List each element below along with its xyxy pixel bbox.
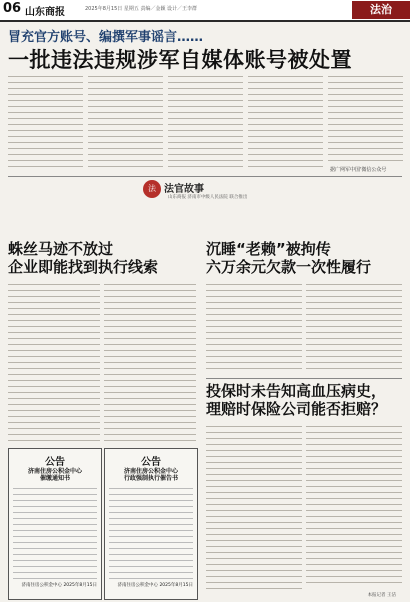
top-body-col-4 <box>248 74 323 172</box>
right-body-col-2 <box>306 424 402 584</box>
notice-2 <box>104 448 198 600</box>
top-body-col-3 <box>168 74 243 172</box>
issue-meta: 2025年8月15日 星期五 责编／金颖 设计／王李群 <box>85 6 198 12</box>
left-headline-1: 蛛丝马迹不放过 <box>8 240 114 258</box>
notice-1-date: 济南住房公积金中心 2025年8月15日 <box>21 583 97 588</box>
notice-2-body <box>109 486 193 582</box>
left-headline-2: 企业即能找到执行线索 <box>8 258 159 276</box>
notice-1-subtitle-2: 催缴通知书 <box>39 475 70 482</box>
notice-1-subtitle-1: 济南住房公积金中心 <box>27 468 82 475</box>
section-tag: 法治 <box>352 1 410 19</box>
court-logo-icon: 法 <box>143 180 161 198</box>
banner-title: 法官故事 <box>164 184 204 195</box>
page-number: 06 <box>3 1 22 16</box>
mid-headline-1: 沉睡“老赖”被拘传 <box>206 240 331 258</box>
left-body-col-1 <box>8 282 100 442</box>
divider <box>8 176 402 177</box>
right-headline-2: 理赔时保险公司能否拒赔？ <box>206 400 387 418</box>
top-subheadline: 冒充官方账号、编撰军事谣言…… <box>8 30 204 45</box>
mid-body-col-2 <box>306 282 402 374</box>
left-body-col-2 <box>104 282 196 442</box>
top-body-col-5 <box>328 74 403 162</box>
right-headline-1: 投保时未告知高血压病史， <box>206 382 387 400</box>
top-caption: 据广网军中国'微信公众号 <box>330 167 387 173</box>
paper-name: 山东商报 <box>25 7 65 18</box>
notice-2-title: 公告 <box>141 457 161 468</box>
notice-2-subtitle-2: 行政强制执行催告书 <box>123 475 178 482</box>
notice-1 <box>8 448 102 600</box>
bottom-byline: 本报记者 王洁 <box>367 593 396 598</box>
top-body-col-1 <box>8 74 83 172</box>
banner-subtitle: 山东商报 济南市中级人民法院 联合推出 <box>168 195 248 200</box>
notice-2-subtitle-1: 济南住房公积金中心 <box>123 468 178 475</box>
top-headline: 一批违法违规涉军自媒体账号被处置 <box>8 48 352 72</box>
notice-2-date: 济南住房公积金中心 2025年8月15日 <box>117 583 193 588</box>
mid-body-col-1 <box>206 282 302 374</box>
notice-1-body <box>13 486 97 582</box>
masthead <box>0 0 410 22</box>
mid-divider <box>206 378 402 379</box>
mid-headline-2: 六万余元欠款一次性履行 <box>206 258 372 276</box>
top-body-col-2 <box>88 74 163 172</box>
notice-1-title: 公告 <box>45 457 65 468</box>
right-body-col-1 <box>206 424 302 594</box>
